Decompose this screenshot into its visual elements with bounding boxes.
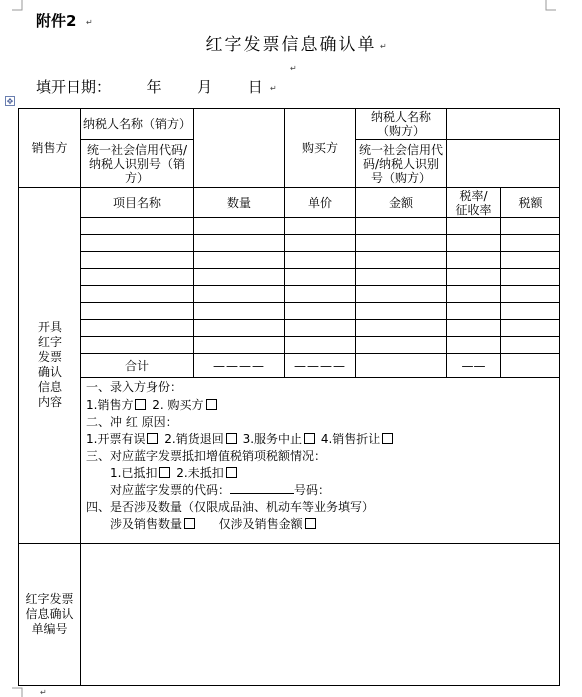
seller-name-label: 纳税人名称（销方） (82, 117, 191, 131)
info-line-6 (110, 465, 239, 482)
total-unit-price: ———— (294, 358, 346, 373)
issue-date-month: 月 (197, 78, 213, 96)
info-line-1: 一、录入方身份： (86, 380, 183, 394)
reason-1-checkbox[interactable] (147, 433, 158, 444)
total-tax-rate: —— (461, 358, 486, 373)
header-unit-price: 单价 (307, 195, 332, 210)
not-deducted-label: 2.未抵扣 (176, 466, 224, 480)
reason-1-label: 1.开票有误 (86, 432, 146, 446)
header-tax-rate: 税率/征收率 (455, 188, 492, 217)
sales-quantity-checkbox[interactable] (184, 518, 195, 529)
seller-code-field[interactable] (194, 140, 284, 187)
issue-date-year: 年 (146, 78, 162, 96)
seller-code-label: 统一社会信用代码/纳税人识别号（销方） (86, 142, 188, 185)
content-section-label: 开具红字发票确认信息内容 (37, 320, 62, 409)
seller-name-field[interactable] (194, 109, 284, 139)
header-tax-amount: 税额 (518, 195, 543, 210)
reason-3-checkbox[interactable] (304, 433, 315, 444)
not-deducted-checkbox[interactable] (226, 467, 237, 478)
entry-seller-label: 1.销售方 (86, 398, 134, 412)
sales-amount-only-checkbox[interactable] (305, 518, 316, 529)
total-amount-field[interactable] (356, 354, 446, 377)
info-line-8: 四、是否涉及数量（仅限成品油、机动车等业务填写） (86, 500, 375, 514)
sales-quantity-label: 涉及销售数量 (110, 517, 183, 531)
header-quantity: 数量 (226, 195, 251, 210)
info-line-3: 二、冲 红 原因： (86, 415, 178, 429)
blue-invoice-code-label: 对应蓝字发票的代码： (110, 483, 231, 497)
paragraph-mark-icon: ↵ (270, 84, 277, 93)
reason-4-label: 4.销售折让 (320, 432, 381, 446)
reason-3-label: 3.服务中止 (242, 432, 303, 446)
info-line-2 (86, 397, 219, 414)
entry-buyer-label: 2. 购买方 (152, 398, 204, 412)
deducted-label: 1.已抵扣 (110, 466, 158, 480)
document-title: 红字发票信息确认单 (205, 35, 377, 55)
sales-amount-only-label: 仅涉及销售金额 (218, 517, 303, 531)
total-tax-amount-field[interactable] (501, 354, 560, 377)
blue-invoice-code-field[interactable] (230, 483, 294, 494)
header-item-name: 项目名称 (112, 195, 161, 210)
paragraph-mark-icon: ↵ (40, 688, 47, 697)
info-line-9 (110, 516, 318, 533)
reason-4-checkbox[interactable] (382, 433, 393, 444)
blue-invoice-number-label: 号码： (294, 483, 331, 497)
seller-section-label: 销售方 (31, 141, 68, 155)
confirm-number-label: 红字发票信息确认单编号 (25, 592, 74, 636)
reason-2-label: 2.销货退回 (164, 432, 224, 446)
deducted-checkbox[interactable] (159, 467, 170, 478)
total-label: 合计 (124, 358, 149, 373)
buyer-name-label: 纳税人名称（购方） (370, 110, 431, 138)
attachment-label: 附件2 (36, 12, 77, 30)
issue-date-day: 日 (247, 78, 263, 96)
paragraph-mark-icon: ↵ (86, 18, 93, 27)
buyer-name-field[interactable] (447, 109, 560, 139)
info-line-5: 三、对应蓝字发票抵扣增值税销项税额情况： (86, 449, 327, 463)
table-move-handle-icon[interactable]: ✥ (6, 97, 14, 106)
buyer-code-label: 统一社会信用代码/纳税人识别号（购方） (358, 142, 443, 185)
paragraph-mark-icon: ↵ (290, 64, 297, 73)
reason-2-checkbox[interactable] (226, 433, 237, 444)
buyer-section-label: 购买方 (301, 141, 338, 155)
issue-date-label: 填开日期： (36, 78, 112, 96)
total-quantity: ———— (213, 358, 265, 373)
info-line-7 (110, 482, 330, 499)
header-amount: 金额 (388, 195, 413, 210)
entry-seller-checkbox[interactable] (135, 399, 146, 410)
buyer-code-field[interactable] (447, 140, 560, 187)
confirm-number-field[interactable] (81, 544, 560, 685)
entry-buyer-checkbox[interactable] (206, 399, 217, 410)
paragraph-mark-icon: ↵ (380, 42, 387, 51)
info-line-4 (86, 431, 395, 448)
